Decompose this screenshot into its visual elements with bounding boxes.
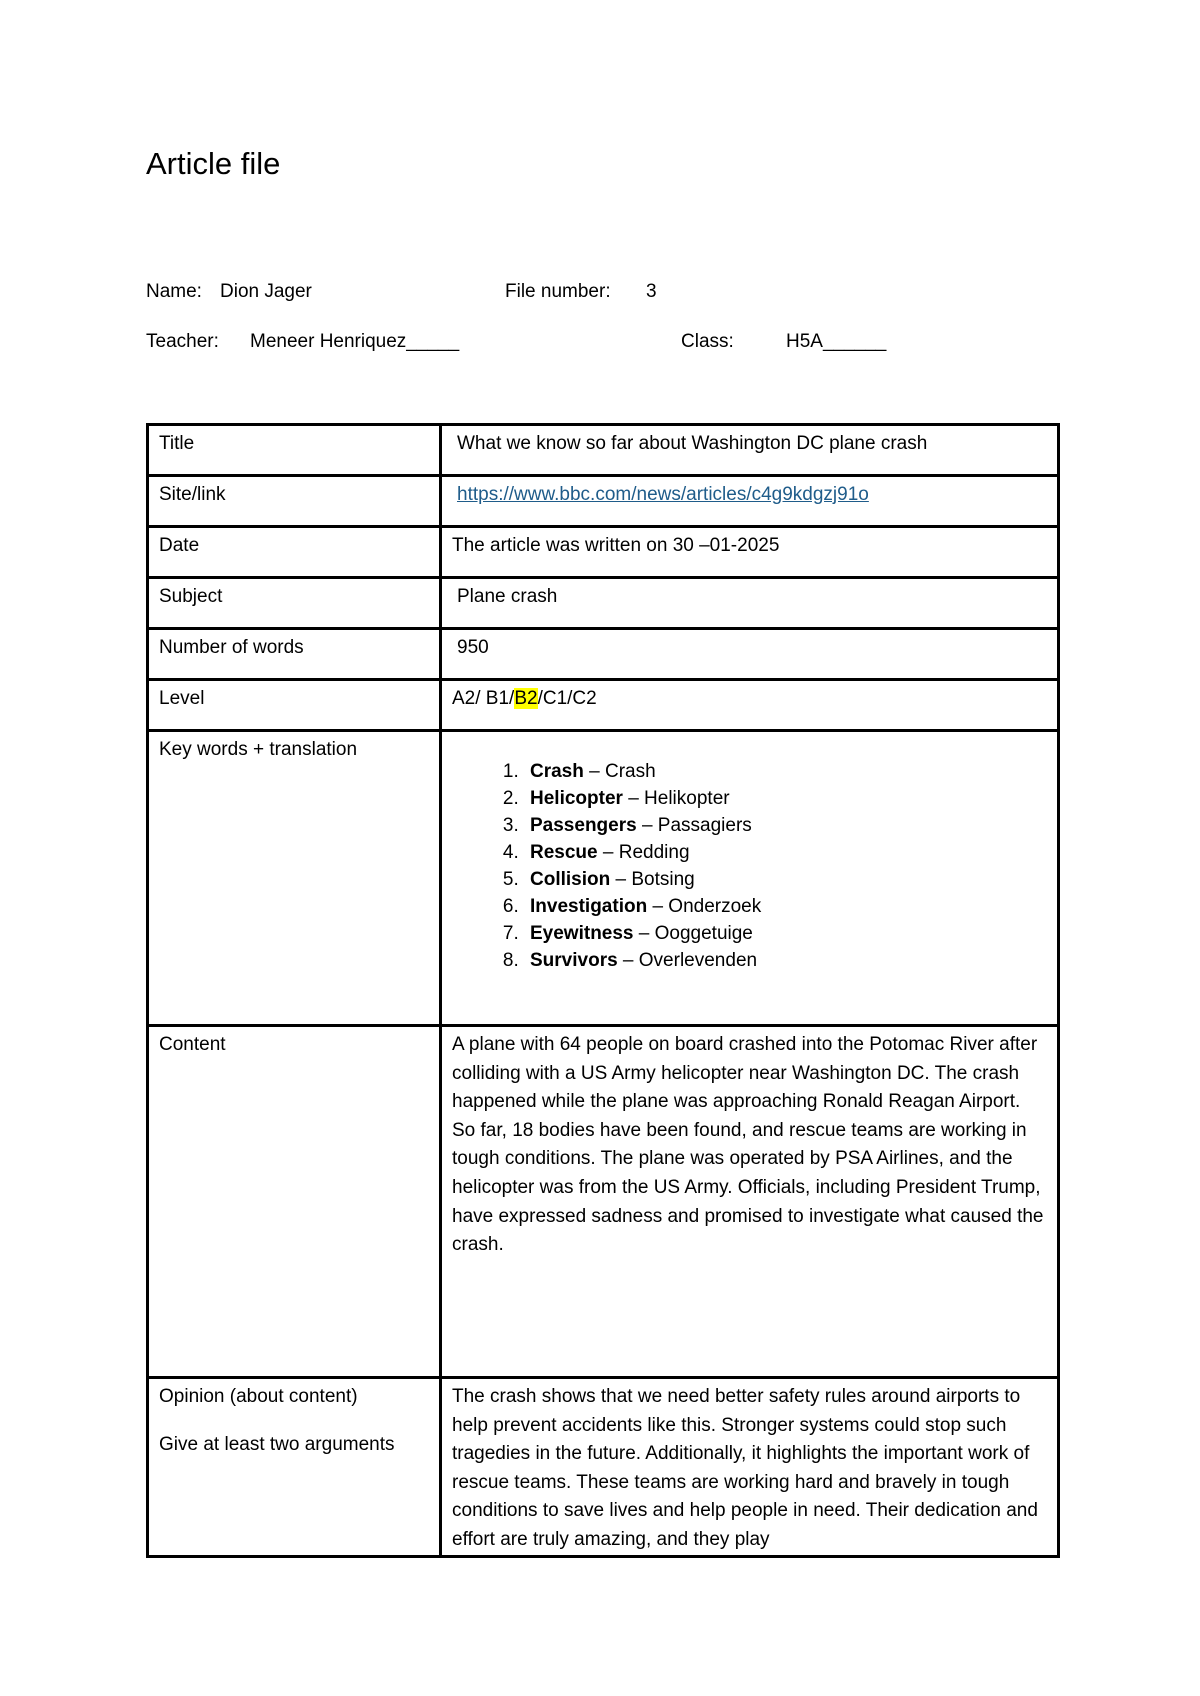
teacher-value: Meneer Henriquez_____ <box>250 331 460 352</box>
content-label: Content <box>148 1026 441 1378</box>
page-title: Article file <box>146 146 281 181</box>
words-label: Number of words <box>148 629 441 680</box>
level-label: Level <box>148 680 441 731</box>
keyword-word: Helicopter <box>530 788 623 809</box>
keywords-label: Key words + translation <box>148 731 441 1026</box>
date-value: The article was written on 30 –01-2025 <box>441 527 1059 578</box>
opinion-text: The crash shows that we need better safety rules around airports to help prevent accidents like this. Stronger systems could stop such tragedies in the future. Additionally, it highlights the important work of rescue teams. These teams are working hard and bravely in tough conditions to save lives and help people in need. Their dedication and effort are truly amazing, and they play <box>452 1386 1038 1550</box>
level-before: A2/ B1/ <box>452 688 515 709</box>
title-value <box>441 425 1059 476</box>
words-value <box>441 629 1059 680</box>
content-value <box>441 1026 1059 1378</box>
keyword-translation: – Botsing <box>610 869 695 890</box>
level-value <box>441 680 1059 731</box>
subject-label: Subject <box>148 578 441 629</box>
level-highlight: B2 <box>514 688 538 709</box>
article-table <box>146 423 1060 1558</box>
date-label: Date <box>148 527 441 578</box>
keyword-word: Collision <box>530 869 611 890</box>
site-label: Site/link <box>148 476 441 527</box>
row-content <box>148 1026 1059 1378</box>
subject-value <box>441 578 1059 629</box>
keyword-item <box>524 947 1047 974</box>
title-text: What we know so far about Washington DC plane crash <box>457 433 928 454</box>
keywords-value <box>441 731 1059 1026</box>
keyword-translation: – Ooggetuige <box>633 923 753 944</box>
row-site <box>148 476 1059 527</box>
keyword-translation: – Redding <box>597 842 690 863</box>
keyword-translation: – Onderzoek <box>647 896 762 917</box>
teacher-label: Teacher: <box>146 331 219 352</box>
keyword-item <box>524 866 1047 893</box>
row-keywords <box>148 731 1059 1026</box>
keyword-item <box>524 812 1047 839</box>
class-label: Class: <box>681 331 734 352</box>
keyword-list <box>452 758 1047 974</box>
name-value: Dion Jager <box>220 281 312 302</box>
row-level <box>148 680 1059 731</box>
opinion-label: Opinion (about content) <box>159 1386 358 1407</box>
keyword-word: Survivors <box>530 950 618 971</box>
file-number-value: 3 <box>646 281 657 302</box>
opinion-value <box>441 1378 1059 1557</box>
keyword-item <box>524 785 1047 812</box>
row-words <box>148 629 1059 680</box>
row-opinion <box>148 1378 1059 1557</box>
row-date <box>148 527 1059 578</box>
keyword-translation: – Crash <box>583 761 656 782</box>
keyword-word: Rescue <box>530 842 598 863</box>
keyword-item <box>524 920 1047 947</box>
keyword-word: Investigation <box>530 896 648 917</box>
keyword-word: Passengers <box>530 815 637 836</box>
opinion-sublabel: Give at least two arguments <box>159 1434 395 1455</box>
row-title <box>148 425 1059 476</box>
site-value <box>441 476 1059 527</box>
title-label: Title <box>148 425 441 476</box>
keyword-translation: – Passagiers <box>636 815 752 836</box>
keyword-word: Crash <box>530 761 584 782</box>
class-value: H5A______ <box>786 331 887 352</box>
keyword-item <box>524 839 1047 866</box>
keyword-item <box>524 893 1047 920</box>
keyword-translation: – Overlevenden <box>617 950 758 971</box>
opinion-label-cell <box>148 1378 441 1557</box>
level-after: /C1/C2 <box>537 688 597 709</box>
keyword-translation: – Helikopter <box>622 788 730 809</box>
article-link[interactable]: https://www.bbc.com/news/articles/c4g9kdgzj91o <box>457 484 869 505</box>
keyword-word: Eyewitness <box>530 923 634 944</box>
row-subject <box>148 578 1059 629</box>
file-number-label: File number: <box>505 281 611 302</box>
keyword-item <box>524 758 1047 785</box>
subject-text: Plane crash <box>457 586 558 607</box>
content-text: A plane with 64 people on board crashed into the Potomac River after colliding with a US Army helicopter near Washington DC. The crash happened while the plane was approaching Ronald Reagan Airport. So far, 18 bodies have been found, and rescue teams are working in tough conditions. The plane was operated by PSA Airlines, and the helicopter was from the US Army. Officials, including President Trump, have expressed sadness and promised to investigate what caused the crash. <box>452 1034 1044 1256</box>
words-text: 950 <box>457 637 489 658</box>
name-label: Name: <box>146 281 202 302</box>
